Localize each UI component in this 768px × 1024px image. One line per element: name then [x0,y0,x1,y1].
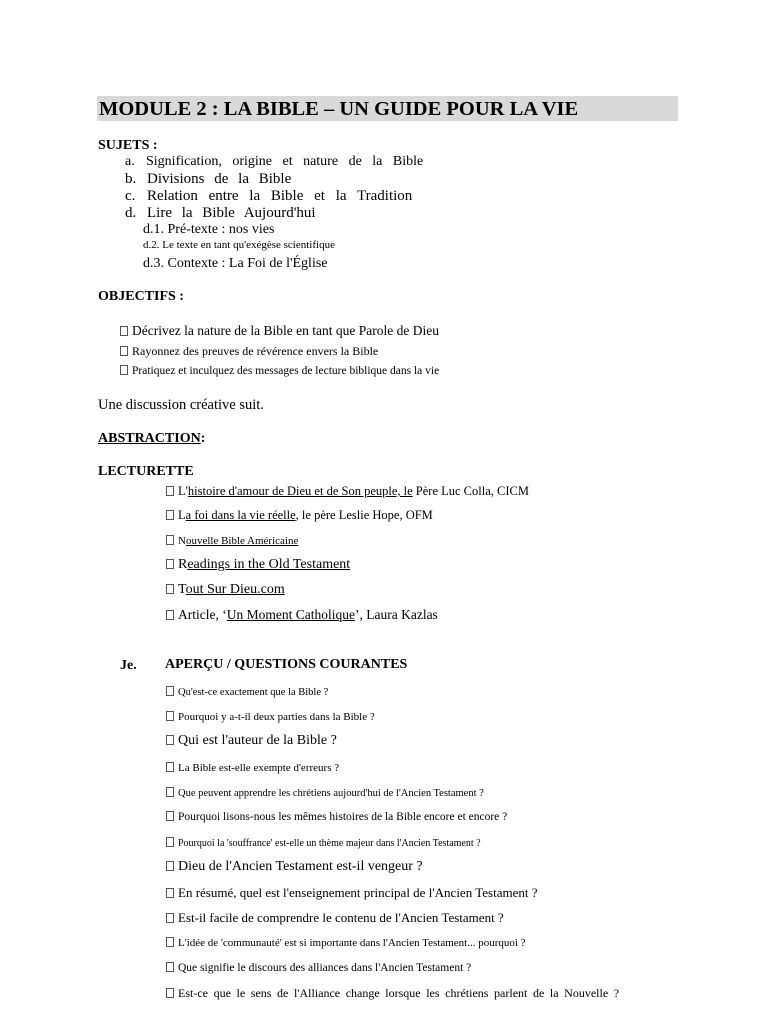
lecturette-title: ouvelle Bible Américaine [185,535,299,547]
lecturette-title: histoire d'amour de Dieu et de Son peuple, le [187,484,413,498]
checkbox-icon [166,535,174,545]
checkbox-icon [166,837,174,847]
apercu-marker: Je. [120,658,137,673]
sujets-item-letter: d. [125,205,137,221]
checkbox-icon [166,510,174,520]
abstraction-heading [98,432,205,446]
sujets-item-letter: a. [125,154,135,169]
lecturette-item [166,485,529,498]
question-text: Pourquoi la 'souffrance' est-elle un thème majeur dans l'Ancien Testament ? [178,838,481,849]
objectifs-heading: OBJECTIFS : [98,289,184,304]
checkbox-icon [120,365,128,375]
lecturette-title: Un Moment Catholique [226,607,355,622]
checkbox-icon [120,326,128,336]
sujets-item-text: Relation entre la Bible et la Tradition [147,188,413,204]
objectif-text: Pratiquez et inculquez des messages de lecture biblique dans la vie [132,365,440,377]
question-item [166,886,537,899]
sujets-subitem: d.1. Pré-texte : nos vies [143,222,275,237]
objectif-item [120,365,439,378]
sujets-item-text: Lire la Bible Aujourd'hui [147,205,316,221]
question-text: Que signifie le discours des alliances dans l'Ancien Testament ? [178,962,472,974]
sujets-item-text: Signification, origine et nature de la Bible [146,154,424,169]
lecturette-item [166,583,285,597]
question-item [166,711,375,723]
checkbox-icon [166,937,174,947]
lecturette-title: out Sur Dieu.com [185,582,285,597]
lecturette-author: ’, Laura Kazlas [354,607,438,622]
apercu-heading: APERÇU / QUESTIONS COURANTES [165,657,408,672]
sujets-item-letter: c. [125,188,136,204]
question-item [166,686,328,699]
question-text: Pourquoi y a-t-il deux parties dans la Bible ? [178,711,375,723]
lecturette-pre: T [178,582,186,597]
lecturette-title: eadings in the Old Testament [187,557,351,572]
question-item [166,762,339,774]
lecturette-title: a foi dans la vie réelle [185,508,296,522]
lecturette-item [166,535,298,547]
objectif-text: Décrivez la nature de la Bible en tant que Parole de Dieu [132,323,439,338]
lecturette-pre: R [178,557,188,572]
lecturette-pre: N [178,535,186,547]
checkbox-icon [166,584,174,594]
question-text: Qu'est-ce exactement que la Bible ? [178,687,329,698]
question-item [166,811,507,824]
question-text: L'idée de 'communauté' est si importante dans l'Ancien Testament... pourquoi ? [178,937,526,949]
discussion-text: Une discussion créative suit. [98,397,264,413]
checkbox-icon [166,762,174,772]
lecturette-item [166,509,433,522]
objectif-item [120,324,439,338]
abstraction-label: ABSTRACTION [98,431,201,446]
checkbox-icon [166,913,174,923]
checkbox-icon [166,610,174,620]
checkbox-icon [166,686,174,696]
question-text: En résumé, quel est l'enseignement principal de l'Ancien Testament ? [178,885,538,900]
question-item [166,911,504,924]
checkbox-icon [120,346,128,356]
lecturette-pre: Article, ‘ [178,607,227,622]
checkbox-icon [166,988,174,998]
question-text: Est-il facile de comprendre le contenu de l'Ancien Testament ? [178,910,504,925]
checkbox-icon [166,559,174,569]
sujets-subitem: d.2. Le texte en tant qu'exégèse scientifique [143,239,335,251]
sujets-heading: SUJETS : [98,138,158,153]
question-item [166,987,619,999]
question-text: Qui est l'auteur de la Bible ? [178,733,337,748]
checkbox-icon [166,735,174,745]
question-text: Pourquoi lisons-nous les mêmes histoires de la Bible encore et encore ? [178,811,508,823]
checkbox-icon [166,861,174,871]
sujets-subitem: d.3. Contexte : La Foi de l'Église [143,256,328,271]
checkbox-icon [166,962,174,972]
lecturette-item [166,608,438,622]
checkbox-icon [166,888,174,898]
sujets-item-text: Divisions de la Bible [147,171,292,187]
lecturette-pre: L' [178,484,188,498]
lecturette-author: , le père Leslie Hope, OFM [295,508,433,522]
checkbox-icon [166,811,174,821]
lecturette-author: Père Luc Colla, CICM [412,484,529,498]
lecturette-pre: L [178,508,186,522]
question-text: Que peuvent apprendre les chrétiens aujourd'hui de l'Ancien Testament ? [178,788,484,799]
objectif-text: Rayonnez des preuves de révérence envers la Bible [132,344,379,358]
question-text: La Bible est-elle exempte d'erreurs ? [178,762,340,774]
sujets-item-letter: b. [125,171,137,187]
abstraction-colon: : [200,431,206,446]
question-item [166,860,423,874]
checkbox-icon [166,711,174,721]
question-text: Est-ce que le sens de l'Alliance change lorsque les chrétiens parlent de la Nouvelle ? [178,986,620,1000]
lecturette-heading: LECTURETTE [98,464,194,479]
module-title: MODULE 2 : LA BIBLE – UN GUIDE POUR LA VIE [99,98,579,120]
lecturette-item [166,558,350,572]
question-item [166,837,481,849]
question-item [166,734,337,748]
checkbox-icon [166,486,174,496]
question-item [166,937,526,949]
checkbox-icon [166,787,174,797]
objectif-item [120,345,378,357]
question-item [166,787,484,800]
question-text: Dieu de l'Ancien Testament est-il vengeur ? [178,859,423,874]
question-item [166,962,471,975]
